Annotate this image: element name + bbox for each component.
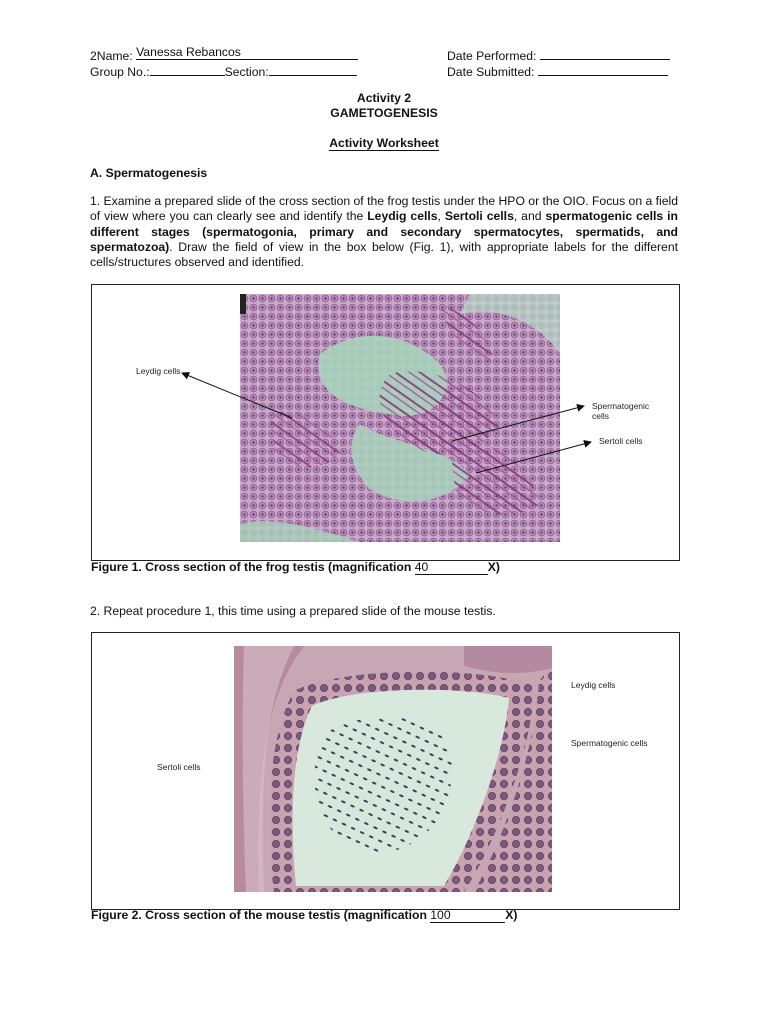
fig2-sertoli-label: Sertoli cells [157,762,201,772]
step1-text-3: , and [513,209,546,224]
fig1-sertoli-label: Sertoli cells [599,436,643,446]
step1-text-2: , [437,209,445,224]
fig1-magnification[interactable]: 40 [415,560,488,575]
date-submitted-label: Date Submitted: [447,65,535,79]
fig2-caption-suffix: X) [505,908,518,922]
step1-bold-sertoli: Sertoli cells [444,209,514,224]
activity-number: Activity 2 [356,91,412,105]
name-label: 2Name: [90,49,137,63]
fig1-leydig-label: Leydig cells [136,366,181,376]
group-label: Group No.: [90,65,150,79]
worksheet-title: Activity Worksheet [329,136,439,150]
fig1-spermatogenic-arrow [452,406,584,441]
figure1-caption [91,560,500,575]
fig1-leydig-arrow [182,373,292,418]
section-label: Section: [224,65,269,79]
fig1-spermatogenic-label: Spermatogenic cells [592,401,650,421]
step1-bold-spermatogenic: spermatogenic cells in different stages (spermatogonia, primary and secondary spermatocytes, spermatids, and spermatozoa) [90,209,678,254]
figure2-caption [91,908,517,923]
fig2-magnification[interactable]: 100 [430,908,505,923]
step1-text-4: . Draw the field of view in the box below (Fig. 1), with appropriate labels for the different cells/structures observed and identified. [90,239,678,270]
fig2-spermatogenic-label: Spermatogenic cells [571,738,648,748]
step1-bold-leydig: Leydig cells [367,209,438,224]
mouse-testis-micrograph [234,646,552,892]
fig1-sertoli-arrow [476,442,591,473]
step2-text: 2. Repeat procedure 1, this time using a prepared slide of the mouse testis. [90,604,496,618]
fig1-caption-suffix: X) [487,560,500,574]
fig2-leydig-label: Leydig cells [571,680,616,690]
mouse-micrograph-image [234,646,552,892]
activity-title: GAMETOGENESIS [330,106,438,120]
section-a-heading: A. Spermatogenesis [90,166,208,180]
fig1-caption-prefix: Figure 1. Cross section of the frog testis (magnification [91,560,415,574]
date-performed-label: Date Performed: [447,49,537,63]
step1-text-1: 1. Examine a prepared slide of the cross section of the frog testis under the HPO or the OIO. Focus on a field of view where you can clearly see and identify the [90,194,679,224]
fig2-caption-prefix: Figure 2. Cross section of the mouse testis (magnification [91,908,431,922]
name-value: Vanessa Rebancos [136,45,241,59]
